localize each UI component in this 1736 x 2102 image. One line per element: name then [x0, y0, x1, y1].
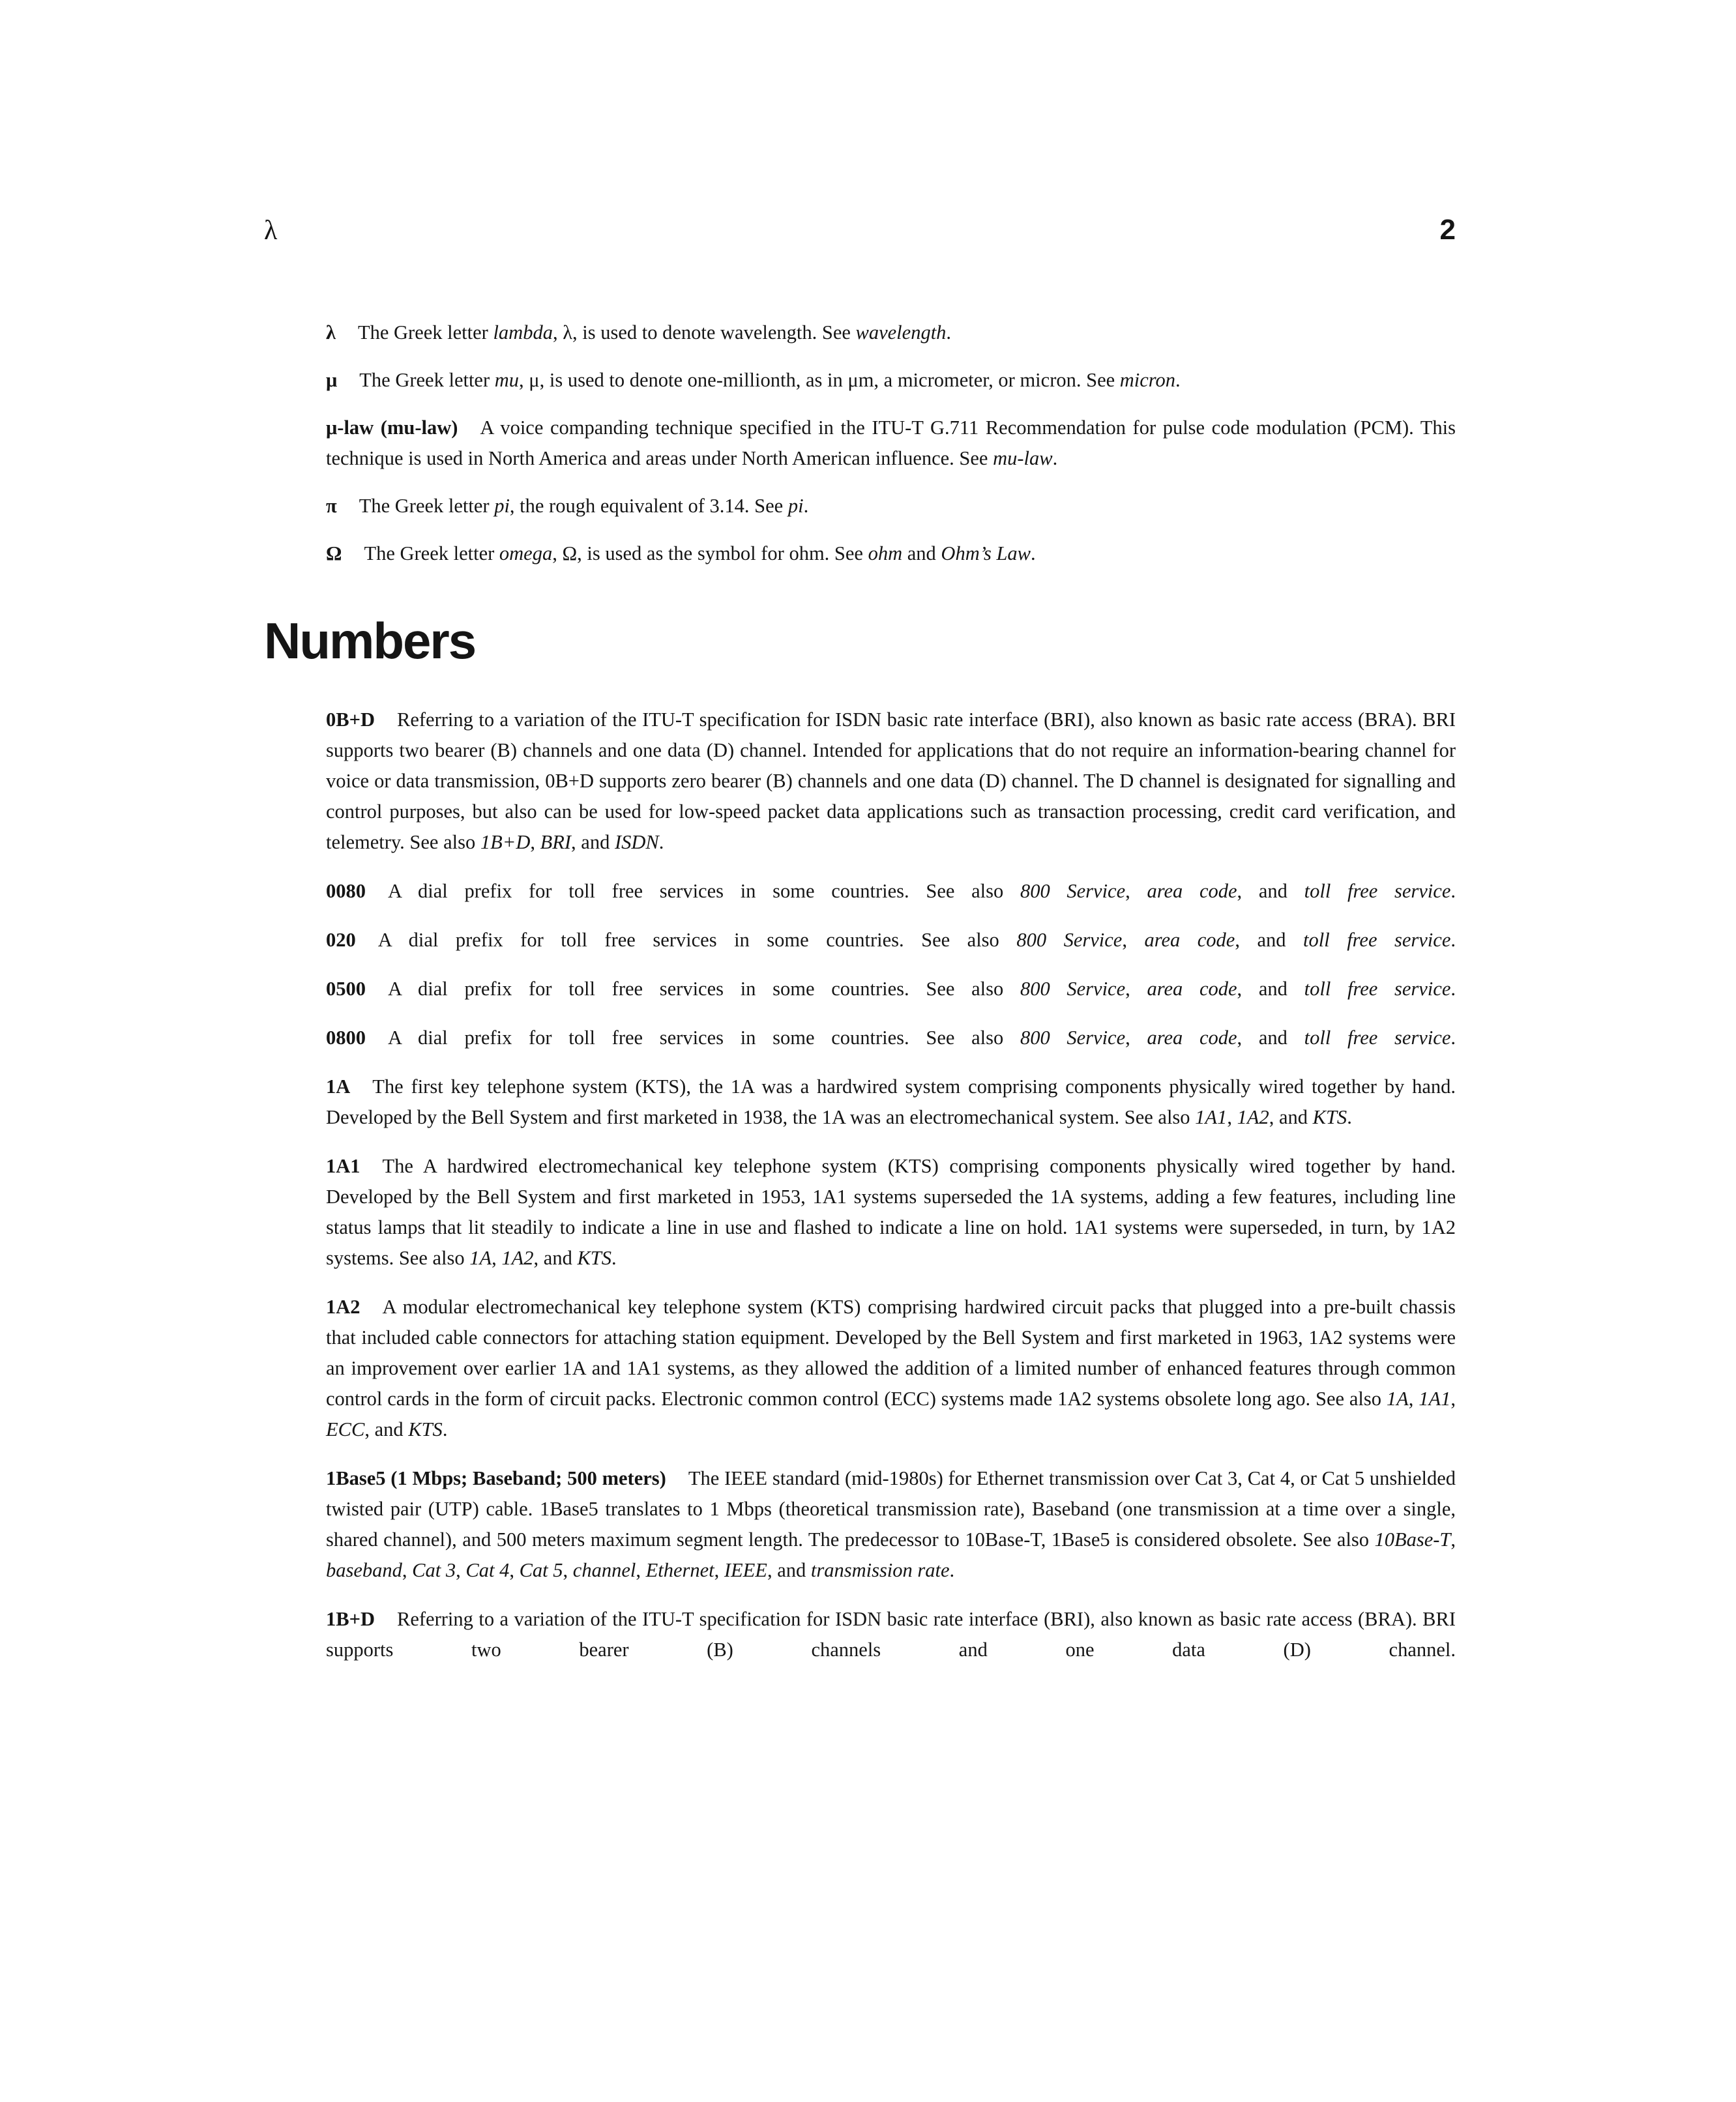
entry-definition: A dial prefix for toll free services in some countries. See also 800 Service, area code, and toll free service. [388, 1027, 1456, 1049]
running-header [264, 215, 1456, 246]
entry-term: 1A [326, 1075, 351, 1098]
entry-term: μ [326, 369, 338, 391]
entry-0500 [326, 974, 1456, 1004]
entry-omega [326, 538, 1456, 569]
entry-definition: A dial prefix for toll free services in some countries. See also 800 Service, area code, and toll free service. [388, 978, 1456, 1000]
entry-term: 0B+D [326, 708, 375, 731]
entry-0080 [326, 876, 1456, 907]
entry-1a1 [326, 1151, 1456, 1274]
entry-term: 0800 [326, 1027, 366, 1049]
entry-020 [326, 925, 1456, 956]
entry-definition: The A hardwired electromechanical key telephone system (KTS) comprising components physically wired together by hand. Developed by the Bell System and first marketed in 1953, 1A1 systems superseded the 1A systems, adding a few features, including line status lamps that lit steadily to indicate a line in use and flashed to indicate a line on hold. 1A1 systems were superseded, in turn, by 1A2 systems. See also 1A, 1A2, and KTS. [326, 1155, 1456, 1269]
entry-1base5 [326, 1463, 1456, 1586]
number-entries [326, 705, 1456, 1665]
entry-term: λ [326, 321, 336, 343]
greek-letter-entries [326, 317, 1456, 569]
entry-term: 0080 [326, 880, 366, 902]
entry-mu-law [326, 413, 1456, 474]
entry-0800 [326, 1023, 1456, 1053]
entry-definition: Referring to a variation of the ITU-T specification for ISDN basic rate interface (BRI), also known as basic rate access (BRA). BRI supports two bearer (B) channels and one data (D) channel. [326, 1608, 1456, 1661]
entry-definition: A voice companding technique specified in the ITU-T G.711 Recommendation for pulse code modulation (PCM). This technique is used in North America and areas under North American influence. See mu-law. [326, 416, 1456, 469]
entry-term: 1A2 [326, 1296, 360, 1318]
guide-letter: λ [264, 216, 278, 246]
section-heading-numbers: Numbers [264, 612, 476, 669]
entry-definition: The first key telephone system (KTS), the 1A was a hardwired system comprising components physically wired together by hand. Developed by the Bell System and first marketed in 1938, the 1A was an electromechanical system. See also 1A1, 1A2, and KTS. [326, 1075, 1456, 1128]
entry-term: 1A1 [326, 1155, 360, 1177]
entry-definition: The Greek letter lambda, λ, is used to denote wavelength. See wavelength. [357, 321, 952, 343]
entry-term: 0500 [326, 978, 366, 1000]
entry-term: μ-law (mu-law) [326, 416, 458, 439]
entry-0bd [326, 705, 1456, 858]
entry-1a2 [326, 1292, 1456, 1445]
entry-definition: The Greek letter omega, Ω, is used as the symbol for ohm. See ohm and Ohm’s Law. [364, 542, 1036, 564]
entry-term: π [326, 495, 337, 517]
entry-pi [326, 491, 1456, 521]
entry-term: 020 [326, 929, 356, 951]
entry-definition: A modular electromechanical key telephone system (KTS) comprising hardwired circuit packs that plugged into a pre-built chassis that included cable connectors for attaching station equipment. Developed by the Bell System and first marketed in 1963, 1A2 systems were an improvement over earlier 1A and 1A1 systems, as they allowed the addition of a limited number of enhanced features through common control cards in the form of circuit packs. Electronic common control (ECC) systems made 1A2 systems obsolete long ago. See also 1A, 1A1, ECC, and KTS. [326, 1296, 1456, 1440]
entry-term: Ω [326, 542, 342, 564]
page-number: 2 [1439, 214, 1456, 246]
entry-1bd [326, 1604, 1456, 1665]
entry-definition: The Greek letter pi, the rough equivalent of 3.14. See pi. [359, 495, 809, 517]
entry-1a [326, 1072, 1456, 1133]
entry-term: 1Base5 (1 Mbps; Baseband; 500 meters) [326, 1467, 666, 1489]
entry-definition: Referring to a variation of the ITU-T specification for ISDN basic rate interface (BRI), also known as basic rate access (BRA). BRI supports two bearer (B) channels and one data (D) channel. Intended for applications that do not require an information-bearing channel for voice or data transmission, 0B+D supports zero bearer (B) channels and one data (D) channel. The D channel is designated for signalling and control purposes, but also can be used for low-speed packet data applications such as transaction processing, credit card verification, and telemetry. See also 1B+D, BRI, and ISDN. [326, 708, 1456, 853]
entry-definition: The IEEE standard (mid-1980s) for Ethernet transmission over Cat 3, Cat 4, or Cat 5 unshielded twisted pair (UTP) cable. 1Base5 translates to 1 Mbps (theoretical transmission rate), Baseband (one transmission at a time over a single, shared channel), and 500 meters maximum segment length. The predecessor to 10Base-T, 1Base5 is considered obsolete. See also 10Base-T, baseband, Cat 3, Cat 4, Cat 5, channel, Ethernet, IEEE, and transmission rate. [326, 1467, 1456, 1581]
page-content [264, 317, 1456, 1684]
entry-definition: A dial prefix for toll free services in some countries. See also 800 Service, area code, and toll free service. [388, 880, 1456, 902]
entry-mu [326, 365, 1456, 396]
entry-term: 1B+D [326, 1608, 375, 1630]
entry-lambda [326, 317, 1456, 348]
entry-definition: A dial prefix for toll free services in some countries. See also 800 Service, area code, and toll free service. [377, 929, 1456, 951]
entry-definition: The Greek letter mu, μ, is used to denote one-millionth, as in μm, a micrometer, or micron. See micron. [359, 369, 1181, 391]
